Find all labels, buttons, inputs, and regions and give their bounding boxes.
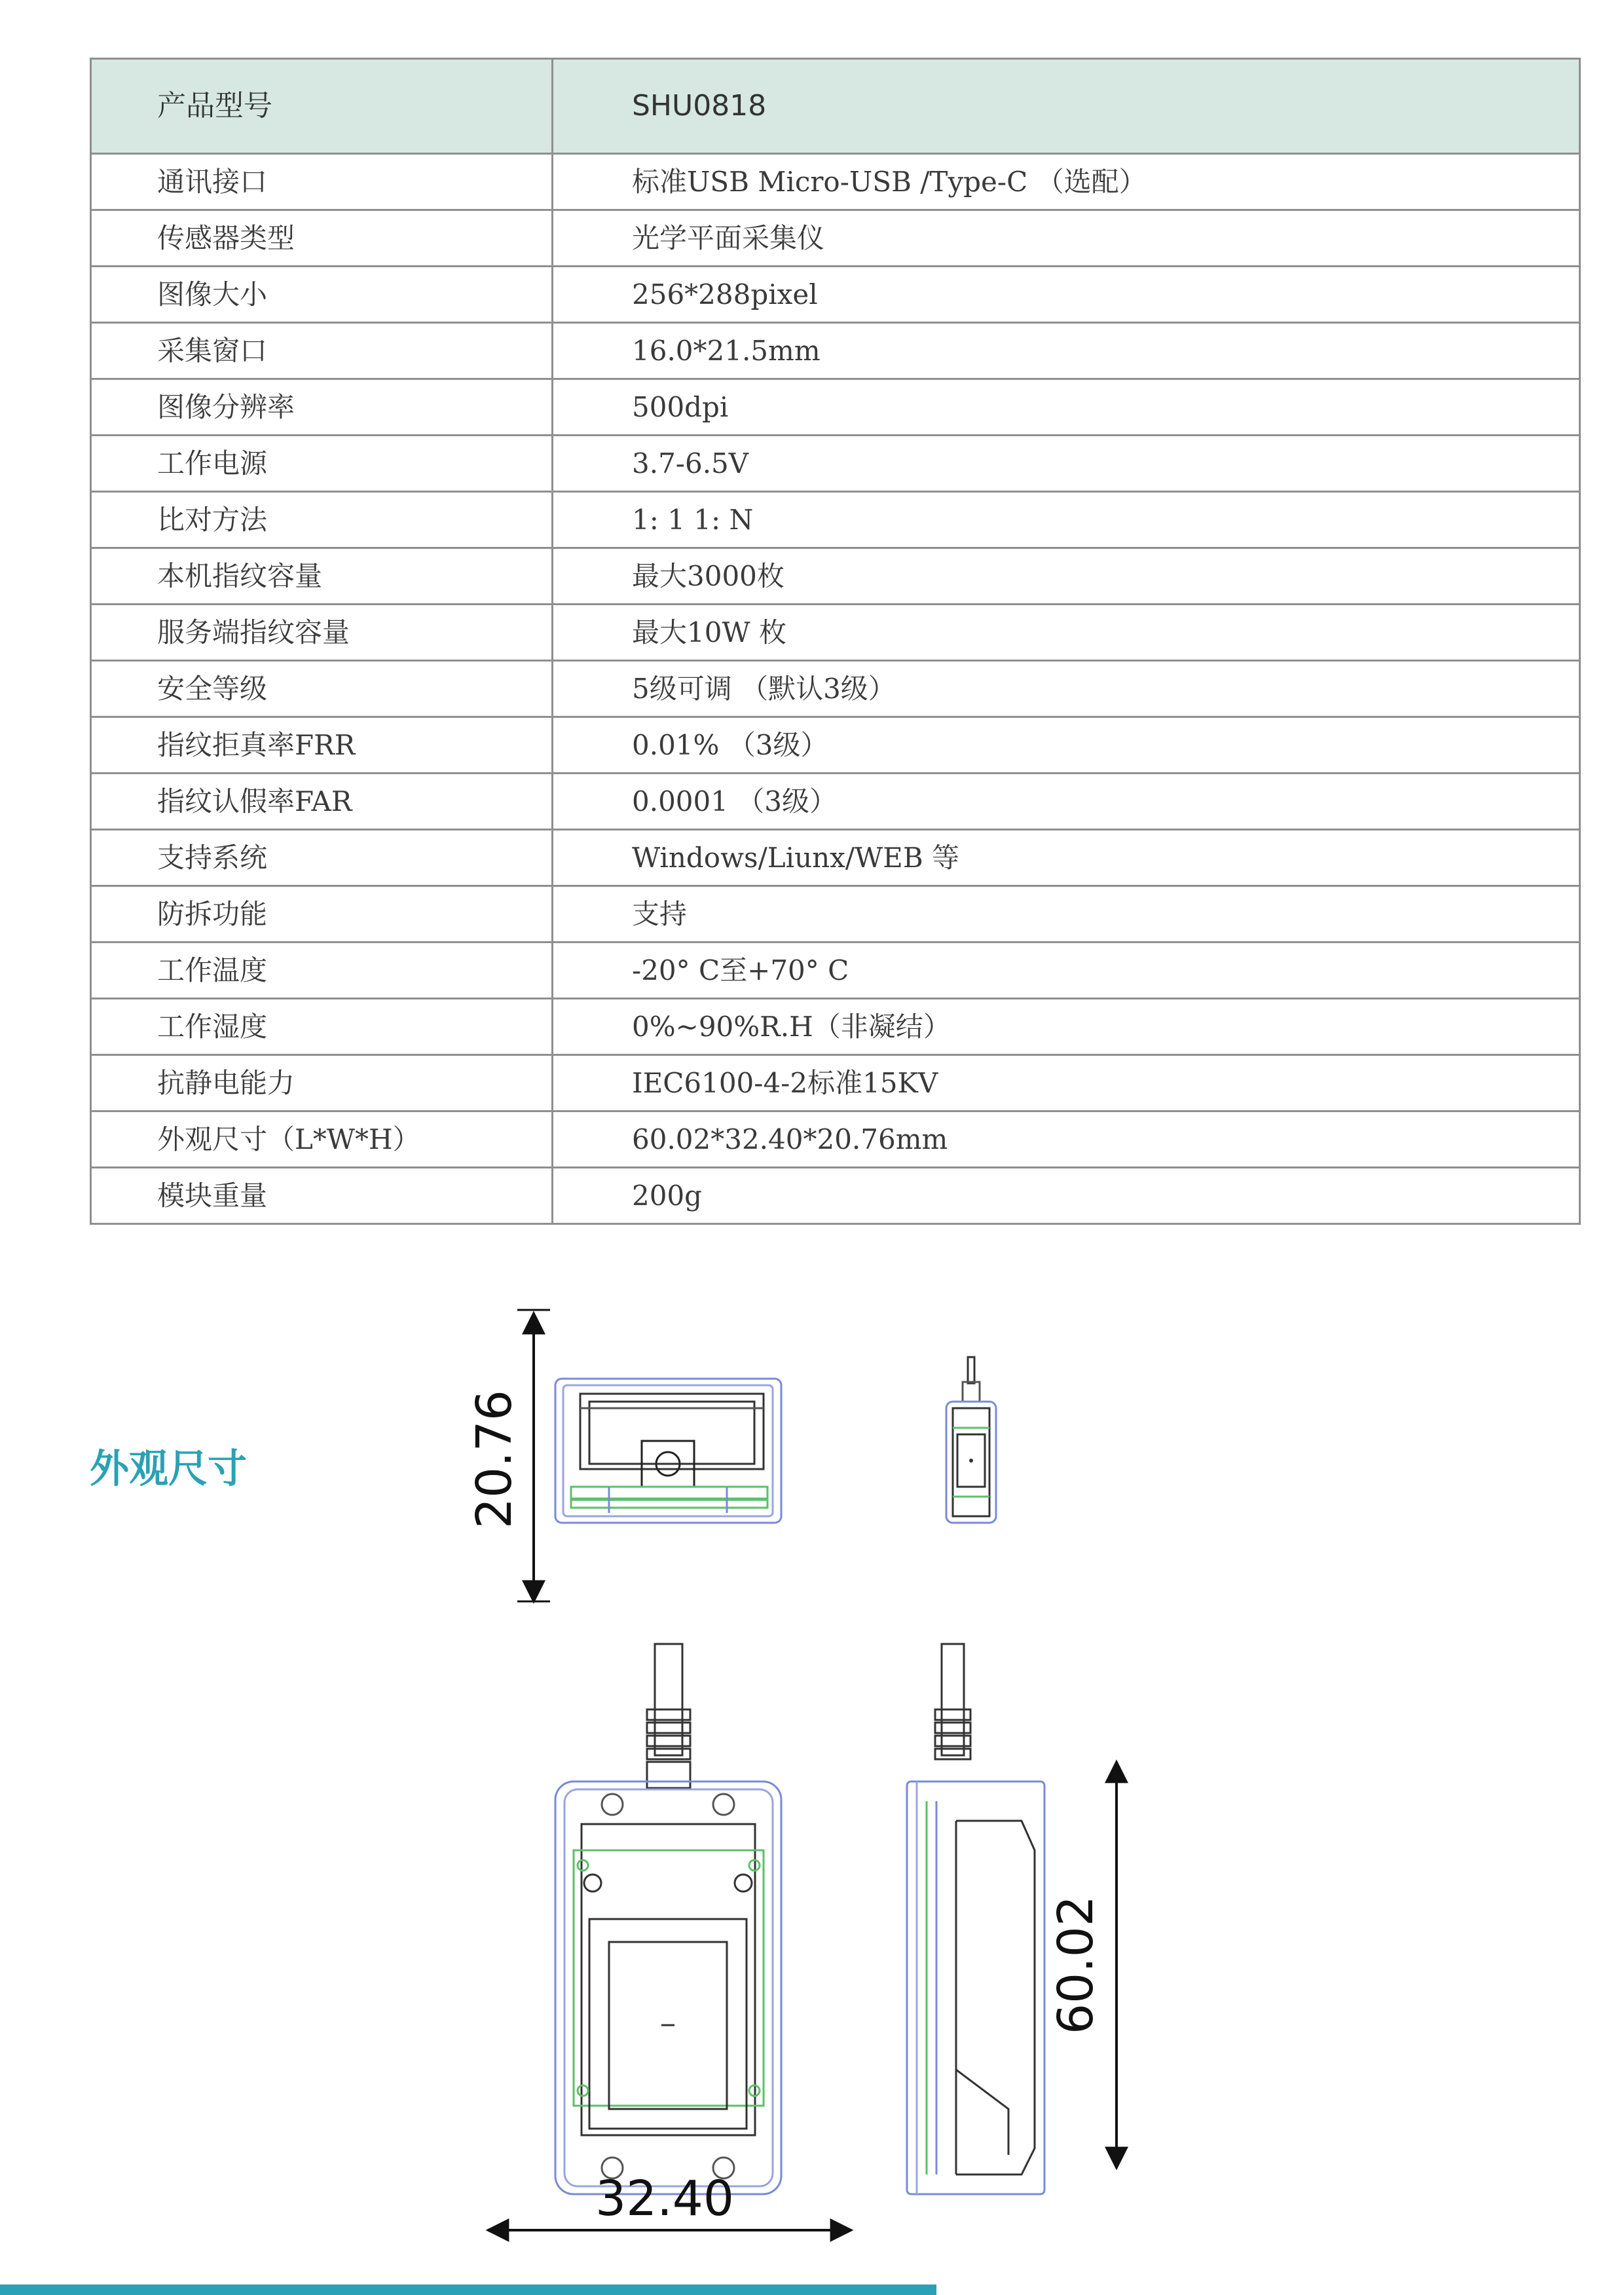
spec-label: 工作电源 [91,436,553,492]
spec-value: 0.0001 （3级） [553,774,1580,830]
spec-label: 图像分辨率 [91,379,553,436]
spec-value: Windows/Liunx/WEB 等 [553,830,1580,886]
header-value: SHU0818 [553,59,1580,154]
spec-label: 图像大小 [91,267,553,323]
spec-row [91,1111,1580,1168]
side-top-view [946,1357,996,1523]
width-dimension [488,2171,851,2230]
dimension-heading: 外观尺寸 [90,1446,247,1492]
spec-label: 支持系统 [91,830,553,886]
dimension-drawing [0,1303,1624,2286]
spec-label: 采集窗口 [91,323,553,379]
spec-label: 外观尺寸（L*W*H） [91,1111,553,1168]
width-label: 32.40 [595,2171,734,2227]
spec-value: 标准USB Micro-USB /Type-C （选配） [553,154,1580,210]
spec-value: 256*288pixel [553,267,1580,323]
spec-label: 安全等级 [91,661,553,717]
spec-row [91,548,1580,605]
spec-row [91,436,1580,492]
height-label: 20.76 [466,1390,523,1529]
spec-label: 模块重量 [91,1168,553,1224]
side-view [907,1644,1044,2194]
spec-label: 通讯接口 [91,154,553,210]
spec-row [91,1168,1580,1224]
spec-row [91,661,1580,717]
spec-label: 服务端指纹容量 [91,605,553,661]
spec-row [91,492,1580,548]
spec-row [91,830,1580,886]
length-dimension [1048,1762,1116,2168]
spec-label: 传感器类型 [91,210,553,267]
front-top-view [555,1379,781,1523]
spec-value: 5级可调 （默认3级） [553,661,1580,717]
spec-value: 支持 [553,886,1580,942]
height-dimension [466,1310,550,1601]
spec-value: IEC6100-4-2标准15KV [553,1055,1580,1111]
spec-row [91,605,1580,661]
spec-value: 1: 1 1: N [553,492,1580,548]
spec-value: 最大3000枚 [553,548,1580,605]
spec-label: 本机指纹容量 [91,548,553,605]
spec-label: 工作湿度 [91,999,553,1055]
spec-table [90,58,1581,1225]
spec-row [91,210,1580,267]
spec-value: 光学平面采集仪 [553,210,1580,267]
spec-value: -20° C至+70° C [553,942,1580,999]
spec-value: 60.02*32.40*20.76mm [553,1111,1580,1168]
spec-value: 500dpi [553,379,1580,436]
spec-value: 3.7-6.5V [553,436,1580,492]
spec-value: 200g [553,1168,1580,1224]
spec-value: 16.0*21.5mm [553,323,1580,379]
spec-label: 防拆功能 [91,886,553,942]
spec-header-row [91,59,1580,154]
spec-label: 工作温度 [91,942,553,999]
spec-row [91,999,1580,1055]
length-label: 60.02 [1048,1895,1104,2034]
header-label: 产品型号 [91,59,553,154]
spec-row [91,717,1580,774]
spec-value: 0.01% （3级） [553,717,1580,774]
spec-label: 抗静电能力 [91,1055,553,1111]
spec-row [91,886,1580,942]
spec-label: 指纹认假率FAR [91,774,553,830]
spec-row [91,1055,1580,1111]
footer-accent-bar [0,2285,936,2295]
spec-label: 指纹拒真率FRR [91,717,553,774]
spec-row [91,323,1580,379]
spec-label: 比对方法 [91,492,553,548]
front-view [555,1644,781,2194]
spec-value: 最大10W 枚 [553,605,1580,661]
spec-row [91,267,1580,323]
spec-row [91,774,1580,830]
spec-row [91,154,1580,210]
spec-row [91,379,1580,436]
spec-row [91,942,1580,999]
spec-value: 0%~90%R.H（非凝结） [553,999,1580,1055]
